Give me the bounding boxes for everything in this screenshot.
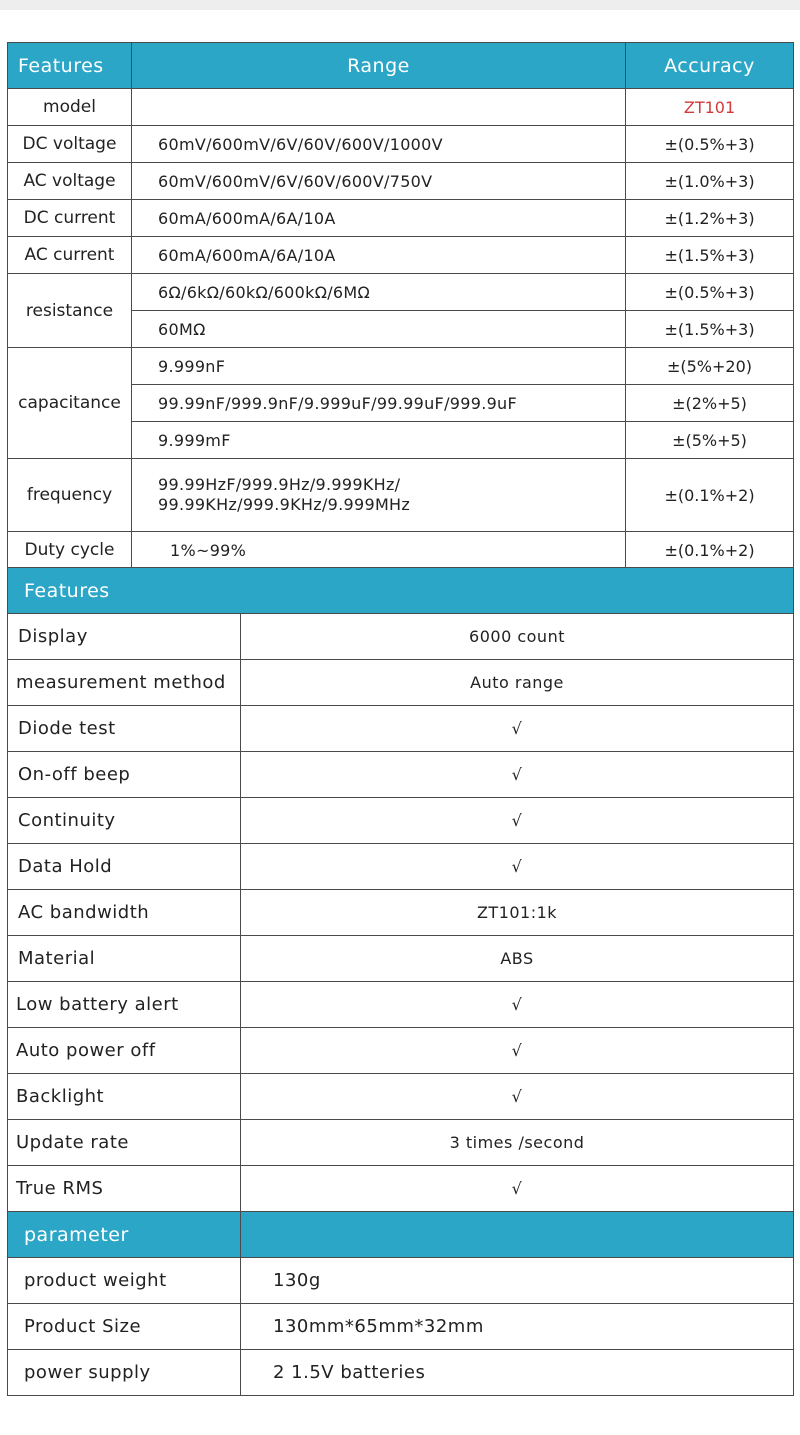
ac-current-range: 60mA/600mA/6A/10A [132,237,626,274]
ac-voltage-label: AC voltage [8,163,132,200]
capacitance-label: capacitance [8,348,132,459]
accuracy-header: Accuracy [626,43,794,89]
parameter-header-row [8,1212,794,1258]
feature-label: Diode test [8,706,241,752]
model-label: model [8,89,132,126]
feature-label: Data Hold [8,844,241,890]
range-header: Range [132,43,626,89]
feature-label: measurement method [8,660,241,706]
top-separator-bar [0,0,800,10]
capacitance-range: 9.999nF [132,348,626,385]
dc-voltage-accuracy: ±(0.5%+3) [626,126,794,163]
resistance-range: 6Ω/6kΩ/60kΩ/600kΩ/6MΩ [132,274,626,311]
frequency-accuracy: ±(0.1%+2) [626,459,794,532]
frequency-row [8,459,794,532]
dc-voltage-label: DC voltage [8,126,132,163]
duty-cycle-label: Duty cycle [8,532,132,569]
features-header-row [8,568,794,614]
spec-table [7,42,794,569]
model-row [8,89,794,126]
features-header: Features [8,43,132,89]
frequency-label: frequency [8,459,132,532]
dc-current-row [8,200,794,237]
capacitance-accuracy: ±(2%+5) [626,385,794,422]
feature-row [8,752,794,798]
ac-voltage-accuracy: ±(1.0%+3) [626,163,794,200]
feature-value: √ [241,798,794,844]
parameter-row [8,1258,794,1304]
parameter-value: 130mm*65mm*32mm [241,1304,794,1350]
feature-label: Material [8,936,241,982]
frequency-range [132,459,626,532]
capacitance-range: 99.99nF/999.9nF/9.999uF/99.99uF/999.9uF [132,385,626,422]
feature-row [8,1120,794,1166]
feature-label: True RMS [8,1166,241,1212]
model-range [132,89,626,126]
feature-value: √ [241,982,794,1028]
dc-current-accuracy: ±(1.2%+3) [626,200,794,237]
feature-row [8,798,794,844]
resistance-accuracy: ±(0.5%+3) [626,274,794,311]
spec-header-row [8,43,794,89]
frequency-range-line: 99.99KHz/999.9KHz/9.999MHz [158,495,411,514]
parameter-row [8,1350,794,1396]
capacitance-accuracy: ±(5%+5) [626,422,794,459]
dc-current-range: 60mA/600mA/6A/10A [132,200,626,237]
feature-value: √ [241,752,794,798]
feature-label: AC bandwidth [8,890,241,936]
feature-label: Continuity [8,798,241,844]
capacitance-row [8,348,794,385]
feature-row [8,614,794,660]
parameter-row [8,1304,794,1350]
ac-current-row [8,237,794,274]
duty-cycle-range: 1%~99% [132,532,626,569]
feature-label: Auto power off [8,1028,241,1074]
frequency-range-line: 99.99HzF/999.9Hz/9.999KHz/ [158,475,401,494]
feature-row [8,890,794,936]
feature-value: √ [241,1074,794,1120]
capacitance-accuracy: ±(5%+20) [626,348,794,385]
parameter-label: power supply [8,1350,241,1396]
ac-current-label: AC current [8,237,132,274]
parameter-label: Product Size [8,1304,241,1350]
features-parameter-table [7,567,794,1396]
features-section-header: Features [8,568,794,614]
feature-row [8,706,794,752]
feature-value: Auto range [241,660,794,706]
feature-value: 3 times /second [241,1120,794,1166]
feature-row [8,982,794,1028]
feature-label: Update rate [8,1120,241,1166]
parameter-value: 130g [241,1258,794,1304]
feature-row [8,1074,794,1120]
resistance-row [8,274,794,311]
capacitance-range: 9.999mF [132,422,626,459]
feature-row [8,936,794,982]
ac-voltage-range: 60mV/600mV/6V/60V/600V/750V [132,163,626,200]
feature-value: 6000 count [241,614,794,660]
feature-label: On-off beep [8,752,241,798]
feature-row [8,1028,794,1074]
resistance-label: resistance [8,274,132,348]
dc-current-label: DC current [8,200,132,237]
feature-row [8,660,794,706]
feature-value: ABS [241,936,794,982]
dc-voltage-range: 60mV/600mV/6V/60V/600V/1000V [132,126,626,163]
ac-voltage-row [8,163,794,200]
parameter-value: 2 1.5V batteries [241,1350,794,1396]
parameter-header-empty [241,1212,794,1258]
feature-value: √ [241,706,794,752]
parameter-label: product weight [8,1258,241,1304]
feature-row [8,1166,794,1212]
feature-value: √ [241,1028,794,1074]
feature-value: √ [241,1166,794,1212]
resistance-range: 60MΩ [132,311,626,348]
duty-cycle-row [8,532,794,569]
feature-value: ZT101:1k [241,890,794,936]
feature-label: Display [8,614,241,660]
ac-current-accuracy: ±(1.5%+3) [626,237,794,274]
resistance-accuracy: ±(1.5%+3) [626,311,794,348]
parameter-section-header: parameter [8,1212,241,1258]
model-value: ZT101 [626,89,794,126]
feature-row [8,844,794,890]
feature-value: √ [241,844,794,890]
dc-voltage-row [8,126,794,163]
feature-label: Low battery alert [8,982,241,1028]
feature-label: Backlight [8,1074,241,1120]
duty-cycle-accuracy: ±(0.1%+2) [626,532,794,569]
